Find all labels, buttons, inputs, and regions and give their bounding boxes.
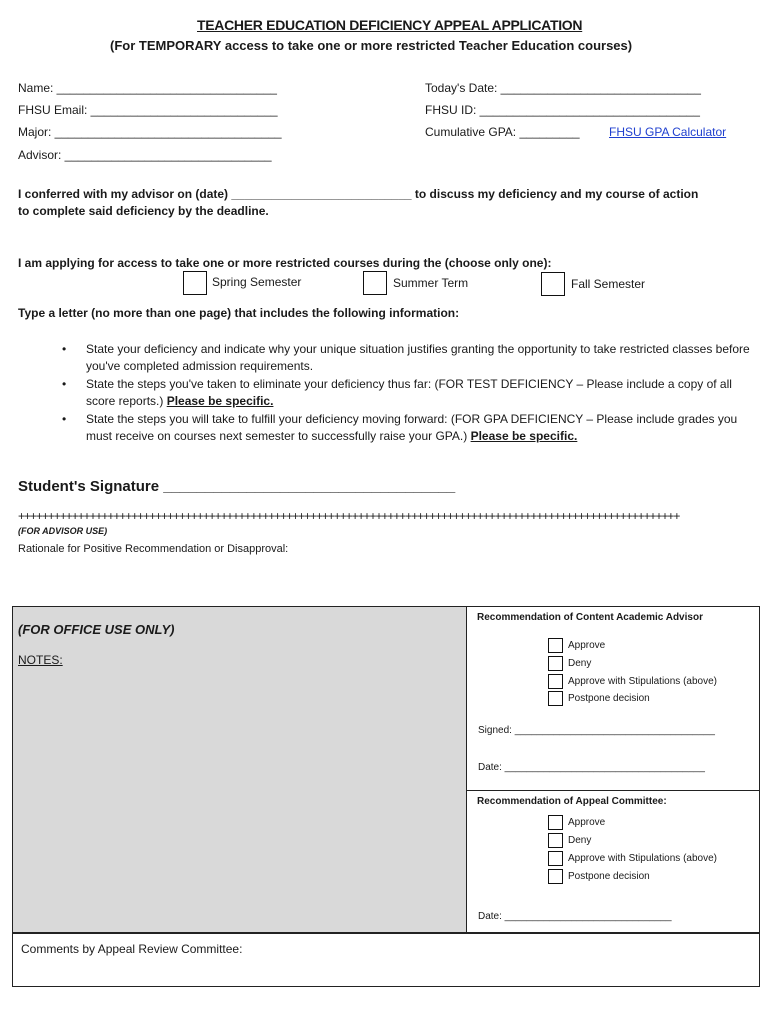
comments-label: Comments by Appeal Review Committee: [21, 942, 243, 956]
advisor-deny-checkbox[interactable] [548, 656, 563, 671]
advisor-signed-field[interactable]: Signed: ____________________________________ [478, 725, 715, 736]
spring-semester-checkbox[interactable] [183, 271, 207, 295]
bullet-1-text: State your deficiency and indicate why your unique situation justifies granting the opportunity to take restricted classes before you've completed admission requirements. [86, 342, 750, 373]
please-be-specific-2: Please be specific. [470, 429, 578, 443]
committee-stipulations-label: Approve with Stipulations (above) [568, 853, 717, 864]
fall-semester-label: Fall Semester [571, 277, 646, 291]
major-field[interactable]: Major: __________________________________ [18, 125, 282, 139]
advisor-approve-checkbox[interactable] [548, 638, 563, 653]
letter-requirements-list [62, 341, 752, 446]
plus-divider: +++++++++++++++++++++++++++++++++++++++++++++++++++++++++++++++++++++++++++++++++++++++++++++++++++++++++++++++ [18, 509, 680, 523]
advisor-postpone-checkbox[interactable] [548, 691, 563, 706]
advisor-stipulations-label: Approve with Stipulations (above) [568, 676, 717, 687]
committee-postpone-checkbox[interactable] [548, 869, 563, 884]
notes-label: NOTES: [18, 653, 63, 667]
advisor-deny-label: Deny [568, 658, 592, 669]
office-use-label: (FOR OFFICE USE ONLY) [18, 622, 175, 637]
student-signature-field[interactable]: Student's Signature ___________________________________ [18, 478, 456, 495]
committee-date-field[interactable]: Date: ______________________________ [478, 911, 672, 922]
fhsu-email-field[interactable]: FHSU Email: ____________________________ [18, 103, 278, 117]
bullet-2-text: State the steps you've taken to eliminate your deficiency thus far: (FOR TEST DEFICIENCY – Please include a copy of all score reports.) [86, 377, 732, 408]
gpa-calculator-link[interactable]: FHSU GPA Calculator [609, 125, 727, 139]
fhsu-id-field[interactable]: FHSU ID: _________________________________ [425, 103, 700, 117]
summer-term-label: Summer Term [393, 276, 469, 290]
committee-approve-label: Approve [568, 817, 606, 828]
panel-divider [467, 790, 760, 791]
advisor-approve-label: Approve [568, 640, 606, 651]
advisor-postpone-label: Postpone decision [568, 693, 650, 704]
advisor-date-field[interactable]: Date: ____________________________________ [478, 762, 705, 773]
office-use-box [12, 606, 467, 933]
appeal-committee-heading: Recommendation of Appeal Committee: [477, 796, 667, 807]
committee-stipulations-checkbox[interactable] [548, 851, 563, 866]
list-item [62, 376, 752, 410]
list-item [62, 341, 752, 375]
please-be-specific-1: Please be specific. [166, 394, 274, 408]
applying-prompt: I am applying for access to take one or more restricted courses during the (choose only one): [18, 256, 552, 270]
conferred-line-2: to complete said deficiency by the deadline. [18, 204, 269, 218]
fall-semester-checkbox[interactable] [541, 272, 565, 296]
committee-approve-checkbox[interactable] [548, 815, 563, 830]
form-title: TEACHER EDUCATION DEFICIENCY APPEAL APPLICATION [197, 17, 583, 33]
advisor-use-label: (FOR ADVISOR USE) [18, 526, 108, 536]
committee-deny-checkbox[interactable] [548, 833, 563, 848]
content-advisor-heading: Recommendation of Content Academic Advisor [477, 612, 703, 623]
conferred-line-1: I conferred with my advisor on (date) ___________________________ to discuss my deficiency and my course of action [18, 187, 699, 201]
list-item [62, 411, 752, 445]
letter-prompt: Type a letter (no more than one page) that includes the following information: [18, 306, 460, 320]
gpa-field[interactable]: Cumulative GPA: _________ [425, 125, 580, 139]
advisor-stipulations-checkbox[interactable] [548, 674, 563, 689]
committee-postpone-label: Postpone decision [568, 871, 650, 882]
advisor-field[interactable]: Advisor: _______________________________ [18, 148, 272, 162]
summer-term-checkbox[interactable] [363, 271, 387, 295]
name-field[interactable]: Name: _________________________________ [18, 81, 277, 95]
bullet-3-text: State the steps you will take to fulfill your deficiency moving forward: (FOR GPA DEFICIENCY – Please include grades you must receive on courses next semester to successfully raise your GPA.) [86, 412, 738, 443]
todays-date-field[interactable]: Today's Date: ______________________________ [425, 81, 701, 95]
spring-semester-label: Spring Semester [212, 275, 302, 289]
rationale-label: Rationale for Positive Recommendation or Disapproval: [18, 543, 289, 555]
committee-deny-label: Deny [568, 835, 592, 846]
form-subtitle: (For TEMPORARY access to take one or more restricted Teacher Education courses) [110, 38, 633, 53]
